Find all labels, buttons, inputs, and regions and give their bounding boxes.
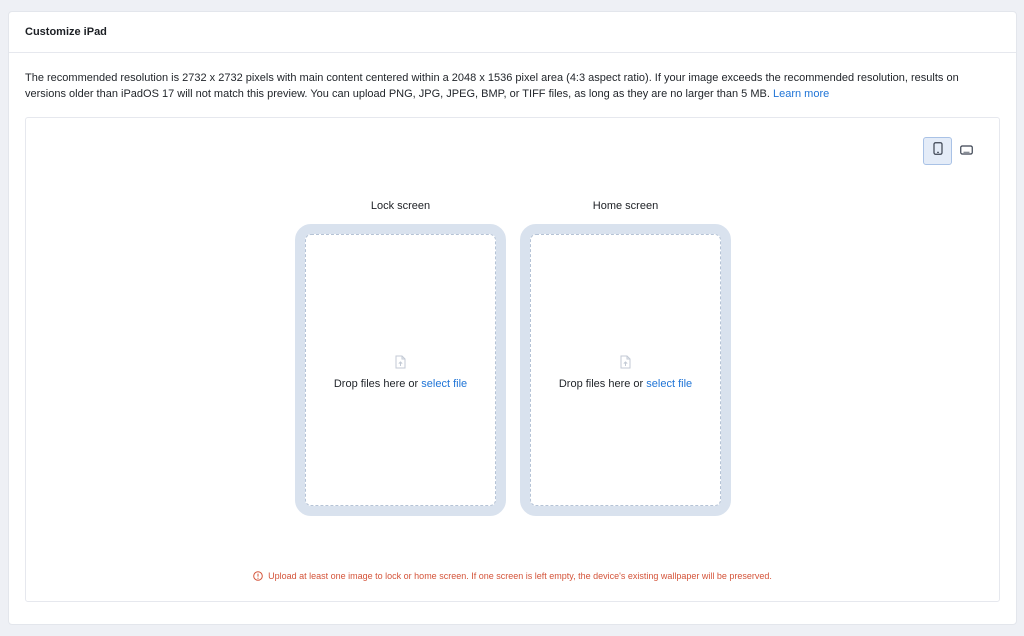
home-screen-dropzone[interactable] [530, 234, 721, 506]
home-screen-label: Home screen [592, 200, 659, 212]
home-screen-slot [520, 198, 731, 516]
landscape-toggle-button[interactable] [952, 137, 981, 165]
description-text: The recommended resolution is 2732 x 2732 pixels with main content centered within a 2048 x 1536 pixel area (4:3 aspect ratio). If your image exceeds the recommended resolution, results on versions older than iPadOS 17 will not match this preview. You can upload PNG, JPG, JPEG, BMP, or TIFF files, as long as they are no larger than 5 MB. [25, 72, 959, 100]
orientation-toggle [923, 137, 981, 165]
warning-text: Upload at least one image to lock or home screen. If one screen is left empty, the device's existing wallpaper will be preserved. [268, 571, 772, 581]
lock-screen-slot [295, 198, 506, 516]
wallpaper-panel [25, 117, 1000, 602]
lock-screen-label: Lock screen [370, 200, 431, 212]
card-header [9, 12, 1016, 53]
upload-warning [26, 571, 999, 581]
dropzone-text [559, 378, 692, 390]
tablet-landscape-icon [960, 142, 973, 160]
drop-files-label: Drop files here or [333, 377, 419, 390]
customize-ipad-card [8, 11, 1017, 625]
resolution-description [25, 70, 1000, 102]
file-upload-icon [395, 355, 406, 374]
learn-more-link[interactable]: Learn more [772, 88, 830, 100]
file-upload-icon [620, 355, 631, 374]
lock-screen-device-frame [295, 224, 506, 516]
page-title: Customize iPad [25, 26, 107, 38]
select-file-link[interactable]: select file [646, 377, 693, 390]
lock-screen-dropzone[interactable] [305, 234, 496, 506]
portrait-toggle-button[interactable] [923, 137, 952, 165]
drop-files-label: Drop files here or [558, 377, 644, 390]
dropzone-text [334, 378, 467, 390]
warning-circle-icon [253, 571, 263, 581]
tablet-portrait-icon [933, 142, 943, 160]
select-file-link[interactable]: select file [421, 377, 468, 390]
home-screen-device-frame [520, 224, 731, 516]
